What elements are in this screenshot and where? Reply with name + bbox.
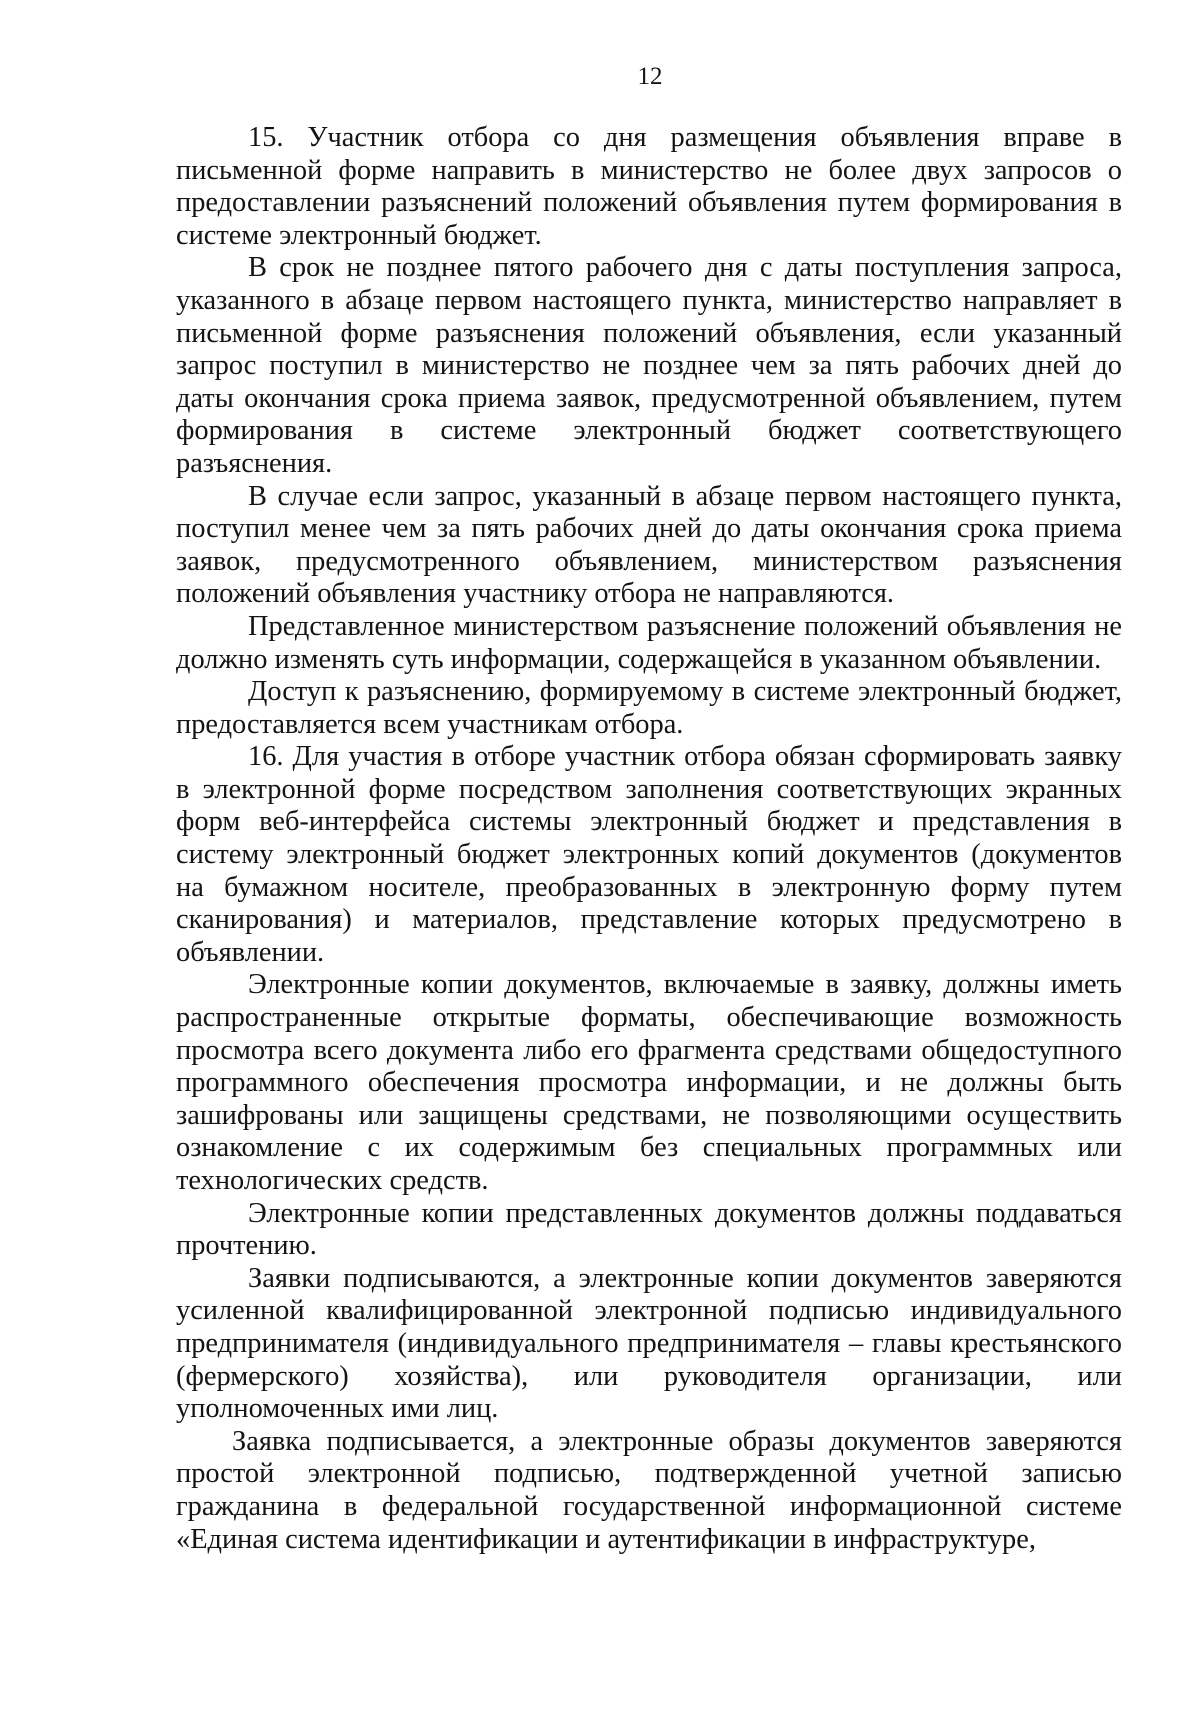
paragraph-simple-signature: Заявка подписывается, а электронные образы документов заверяются простой электронной подписью, подтвержденной учетной записью гражданина в федеральной государственной информационной системе «Единая система идентификации и аутентификации в инфраструктуре, — [176, 1425, 1122, 1555]
paragraph-15: 15. Участник отбора со дня размещения объявления вправе в письменной форме направить в министерство не более двух запросов о предоставлении разъяснений положений объявления путем формирования в системе электронный бюджет. — [176, 122, 1122, 251]
paragraph-clarification-deadline: В срок не позднее пятого рабочего дня с даты поступления запроса, указанного в абзаце первом настоящего пункта, министерство направляет в письменной форме разъяснения положений объявления, если указанный запрос поступил в министерство не позднее чем за пять рабочих дней до даты окончания срока приема заявок, предусмотренной объявлением, путем формирования в системе электронный бюджет соответствующего разъяснения. — [176, 252, 1122, 479]
paragraph-clarification-scope: Представленное министерством разъяснение положений объявления не должно изменять суть информации, содержащейся в указанном объявлении. — [176, 610, 1122, 675]
paragraph-qualified-signature: Заявки подписываются, а электронные копии документов заверяются усиленной квалифицированной электронной подписью индивидуального предпринимателя (индивидуального предпринимателя – главы крестьянского (фермерского) хозяйства), или руководителя организации, или уполномоченных ими лиц. — [176, 1262, 1122, 1425]
paragraph-16: 16. Для участия в отборе участник отбора обязан сформировать заявку в электронной форме посредством заполнения соответствующих экранных форм веб-интерфейса системы электронный бюджет и представления в систему электронный бюджет электронных копий документов (документов на бумажном носителе, преобразованных в электронную форму путем сканирования) и материалов, представление которых предусмотрено в объявлении. — [176, 741, 1122, 968]
paragraph-clarification-access: Доступ к разъяснению, формируемому в системе электронный бюджет, предоставляется всем участникам отбора. — [176, 676, 1122, 740]
paragraph-readability: Электронные копии представленных документов должны поддаваться прочтению. — [176, 1197, 1122, 1262]
page-number: 12 — [637, 63, 663, 90]
paragraph-late-request: В случае если запрос, указанный в абзаце первом настоящего пункта, поступил менее чем за пять рабочих дней до даты окончания срока приема заявок, предусмотренного объявлением, министерством разъяснения положений объявления участнику отбора не направляются. — [176, 480, 1122, 610]
body-text — [176, 122, 1122, 1556]
paragraph-file-formats: Электронные копии документов, включаемые в заявку, должны иметь распространенные открытые форматы, обеспечивающие возможность просмотра всего документа либо его фрагмента средствами общедоступного программного обеспечения просмотра информации, и не должны быть зашифрованы или защищены средствами, не позволяющими осуществить ознакомление с их содержимым без специальных программных или технологических средств. — [176, 969, 1122, 1196]
